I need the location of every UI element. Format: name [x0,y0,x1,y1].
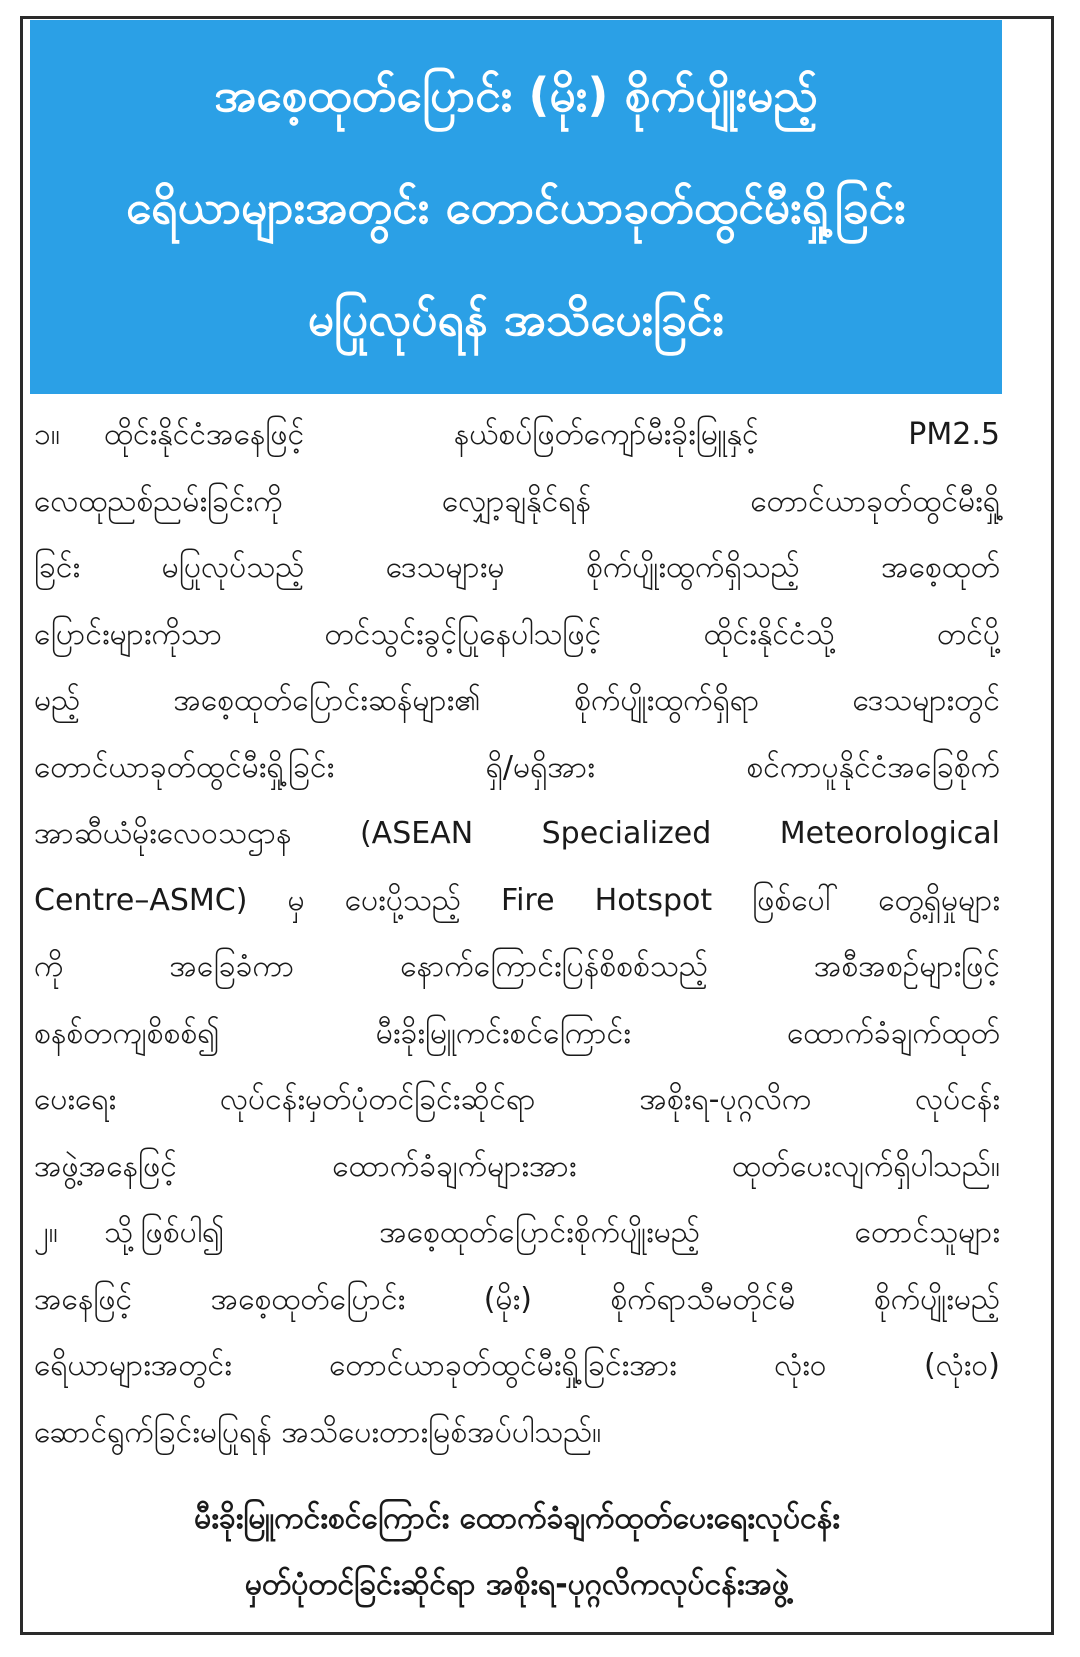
paragraph-1-line-4 [34,602,1000,669]
paragraph-1-line-1 [34,402,1000,469]
paragraph-1-text: ထိုင်းနိုင်ငံအနေဖြင့် နယ်စပ်ဖြတ်ကျော်မီးခိုးမြူနှင့် PM2.5 [104,417,1000,452]
paragraph-2-line-3 [34,1333,1000,1400]
paragraph-1-text: လေထုညစ်ညမ်းခြင်းကို လျှော့ချနိုင်ရန် တောင်ယာခုတ်ထွင်မီးရှို့ [34,483,1000,519]
paragraph-1-text: အဖွဲ့အနေဖြင့် ထောက်ခံချက်များအား ထုတ်ပေးလျက်ရှိပါသည်။ [34,1148,1000,1184]
paragraph-1-line-12 [34,1134,1000,1201]
issuer-line-1: မီးခိုးမြူကင်းစင်ကြောင်း ထောက်ခံချက်ထုတ်ပေးရေးလုပ်ငန်း [194,1501,840,1536]
notice-body [34,402,1000,1466]
issuer-signature [34,1486,1000,1618]
paragraph-2-number: ၂။ [34,1215,58,1250]
paragraph-1-line-2 [34,469,1000,536]
paragraph-1-text: ပြောင်းများကိုသာ တင်သွင်းခွင့်ပြုနေပါသဖြင့် ထိုင်းနိုင်ငံသို့ တင်ပို့ [34,616,1000,652]
paragraph-2-text: ရေိယာများအတွင်း တောင်ယာခုတ်ထွင်မီးရှို့ခြင်းအား လုံး၀ (လုံး၀) [34,1348,1000,1383]
title-line-2: ရေိယာများအတွင်း တောင်ယာခုတ်ထွင်မီးရှို့ခြင်း [126,180,906,234]
paragraph-1-line-10 [34,1001,1000,1068]
paragraph-1-line-5 [34,668,1000,735]
paragraph-1-text: ပေးရေး လုပ်ငန်းမှတ်ပုံတင်ခြင်းဆိုင်ရာ အစိုးရ-ပုဂ္ဂလိက လုပ်ငန်း [34,1082,1000,1117]
paragraph-2-line-4 [34,1400,1000,1467]
paragraph-2-line-2 [34,1267,1000,1334]
paragraph-1-text: စနစ်တကျစိစစ်၍ မီးခိုးမြူကင်းစင်ကြောင်း ထောက်ခံချက်ထုတ် [34,1015,1000,1051]
paragraph-1-number: ၁။ [34,417,60,452]
notice-title-box [30,20,1002,394]
paragraph-1-line-7 [34,801,1000,868]
paragraph-1-text: ခြင်း မပြုလုပ်သည့် ဒေသများမှ စိုက်ပျိုးထွက်ရှိသည့် အစေ့ထုတ် [34,550,1000,585]
paragraph-2-text: သို့ဖြစ်ပါ၍ အစေ့ထုတ်ပြောင်းစိုက်ပျိုးမည့် တောင်သူများ [104,1215,1000,1250]
paragraph-1-line-3 [34,535,1000,602]
title-line-3: မပြုလုပ်ရန် အသိပေးခြင်း [307,292,725,346]
title-line-1: အစေ့ထုတ်ပြောင်း (မိုး) စိုက်ပျိုးမည့် [214,68,818,122]
paragraph-1-line-9 [34,934,1000,1001]
paragraph-1-text: အာဆီယံမိုးလေဝသဌာန (ASEAN Specialized Meteorological [34,816,1000,851]
paragraph-1-line-6 [34,735,1000,802]
issuer-line-2: မှတ်ပုံတင်ခြင်းဆိုင်ရာ အစိုးရ-ပုဂ္ဂလိကလုပ်ငန်းအဖွဲ့ [244,1567,790,1602]
paragraph-1-line-11 [34,1067,1000,1134]
paragraph-2-line-1 [34,1200,1000,1267]
paragraph-2-text: အနေဖြင့် အစေ့ထုတ်ပြောင်း (မိုး) စိုက်ရာသီမတိုင်မီ စိုက်ပျိုးမည့် [34,1281,1000,1317]
paragraph-2-text: ဆောင်ရွက်ခြင်းမပြုရန် အသိပေးတားမြစ်အပ်ပါသည်။ [34,1414,602,1450]
paragraph-1-text: တောင်ယာခုတ်ထွင်မီးရှို့ခြင်း ရှိ/မရှိအား စင်ကာပူနိုင်ငံအခြေစိုက် [34,749,1000,785]
paragraph-1-text: မည့် အစေ့ထုတ်ပြောင်းဆန်များ၏ စိုက်ပျိုးထွက်ရှိရာ ဒေသများတွင် [34,683,1000,718]
paragraph-1-line-8 [34,868,1000,935]
paragraph-1-text: ကို အခြေခံကာ နောက်ကြောင်းပြန်စိစစ်သည့် အစီအစဉ်များဖြင့် [34,949,1000,984]
paragraph-1-text: Centre–ASMC) မှ ပေးပို့သည့် Fire Hotspot ဖြစ်ပေါ် တွေ့ရှိမှုများ [34,882,1000,918]
